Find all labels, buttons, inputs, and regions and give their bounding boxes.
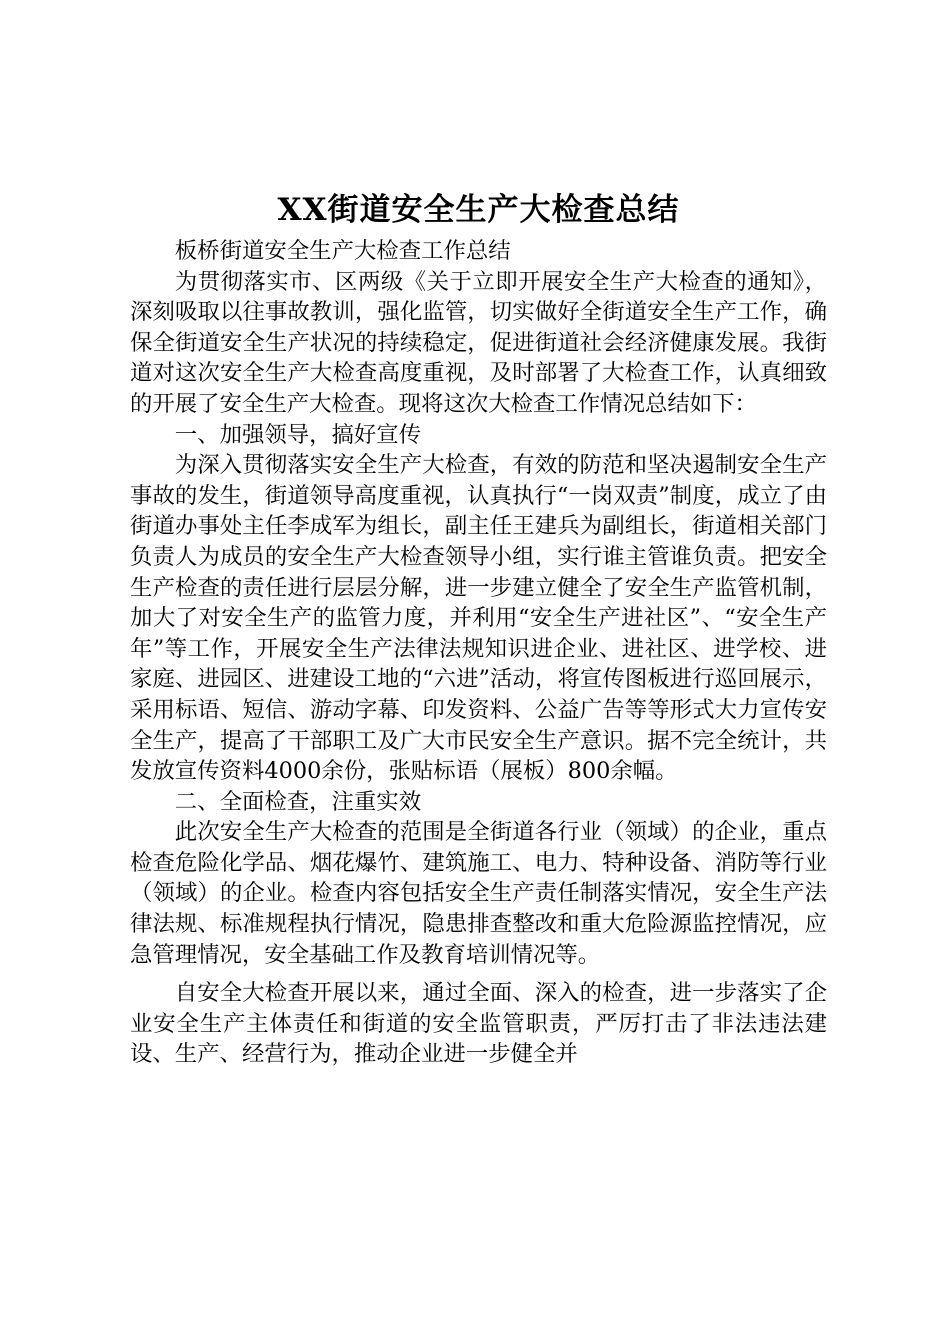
document-title: XX街道安全生产大检查总结 <box>277 192 680 228</box>
section-1-paragraph: 为深入贯彻落实安全生产大检查，有效的防范和坚决遏制安全生产事故的发生，街道领导高度重视，认真执行“一岗双责”制度，成立了由街道办事处主任李成军为组长，副主任王建兵为副组长，街道相关部门负责人为成员的安全生产大检查领导小组，实行谁主管谁负责。把安全生产检查的责任进行层层分解，进一步建立健全了安全生产监管机制，加大了对安全生产的监管力度，并利用“安全生产进社区”、“安全生产年”等工作，开展安全生产法律法规知识进企业、进社区、进学校、进家庭、进园区、进建设工地的“六进”活动，将宣传图板进行巡回展示，采用标语、短信、游动字幕、印发资料、公益广告等等形式大力宣传安全生产，提高了干部职工及广大市民安全生产意识。据不完全统计，共发放宣传资料4000余份，张贴标语（展板）800余幅。 <box>130 452 827 785</box>
intro-paragraph: 为贯彻落实市、区两级《关于立即开展安全生产大检查的通知》，深刻吸取以往事故教训，强化监管，切实做好全街道安全生产工作，确保全街道安全生产状况的持续稳定，促进街道社会经济健康发展。我街道对这次安全生产大检查高度重视，及时部署了大检查工作，认真细致的开展了安全生产大检查。现将这次大检查工作情况总结如下： <box>130 268 827 417</box>
section-2-paragraph-continued: 自安全大检查开展以来，通过全面、深入的检查，进一步落实了企业安全生产主体责任和街道的安全监管职责，严厉打击了非法违法建设、生产、经营行为，推动企业进一步健全并 <box>130 980 827 1068</box>
document-body <box>130 236 827 1070</box>
subtitle-paragraph: 板桥街道安全生产大检查工作总结 <box>174 238 511 264</box>
section-2-paragraph: 此次安全生产大检查的范围是全街道各行业（领域）的企业，重点检查危险化学品、烟花爆竹、建筑施工、电力、特种设备、消防等行业（领域）的企业。检查内容包括安全生产责任制落实情况，安全生产法律法规、标准规程执行情况，隐患排查整改和重大危险源监控情况，应急管理情况，安全基础工作及教育培训情况等。 <box>130 819 827 968</box>
section-heading-2: 二、全面检查，注重实效 <box>174 788 422 815</box>
document-page <box>130 188 827 1070</box>
section-heading-1: 一、加强领导，搞好宣传 <box>174 421 422 448</box>
